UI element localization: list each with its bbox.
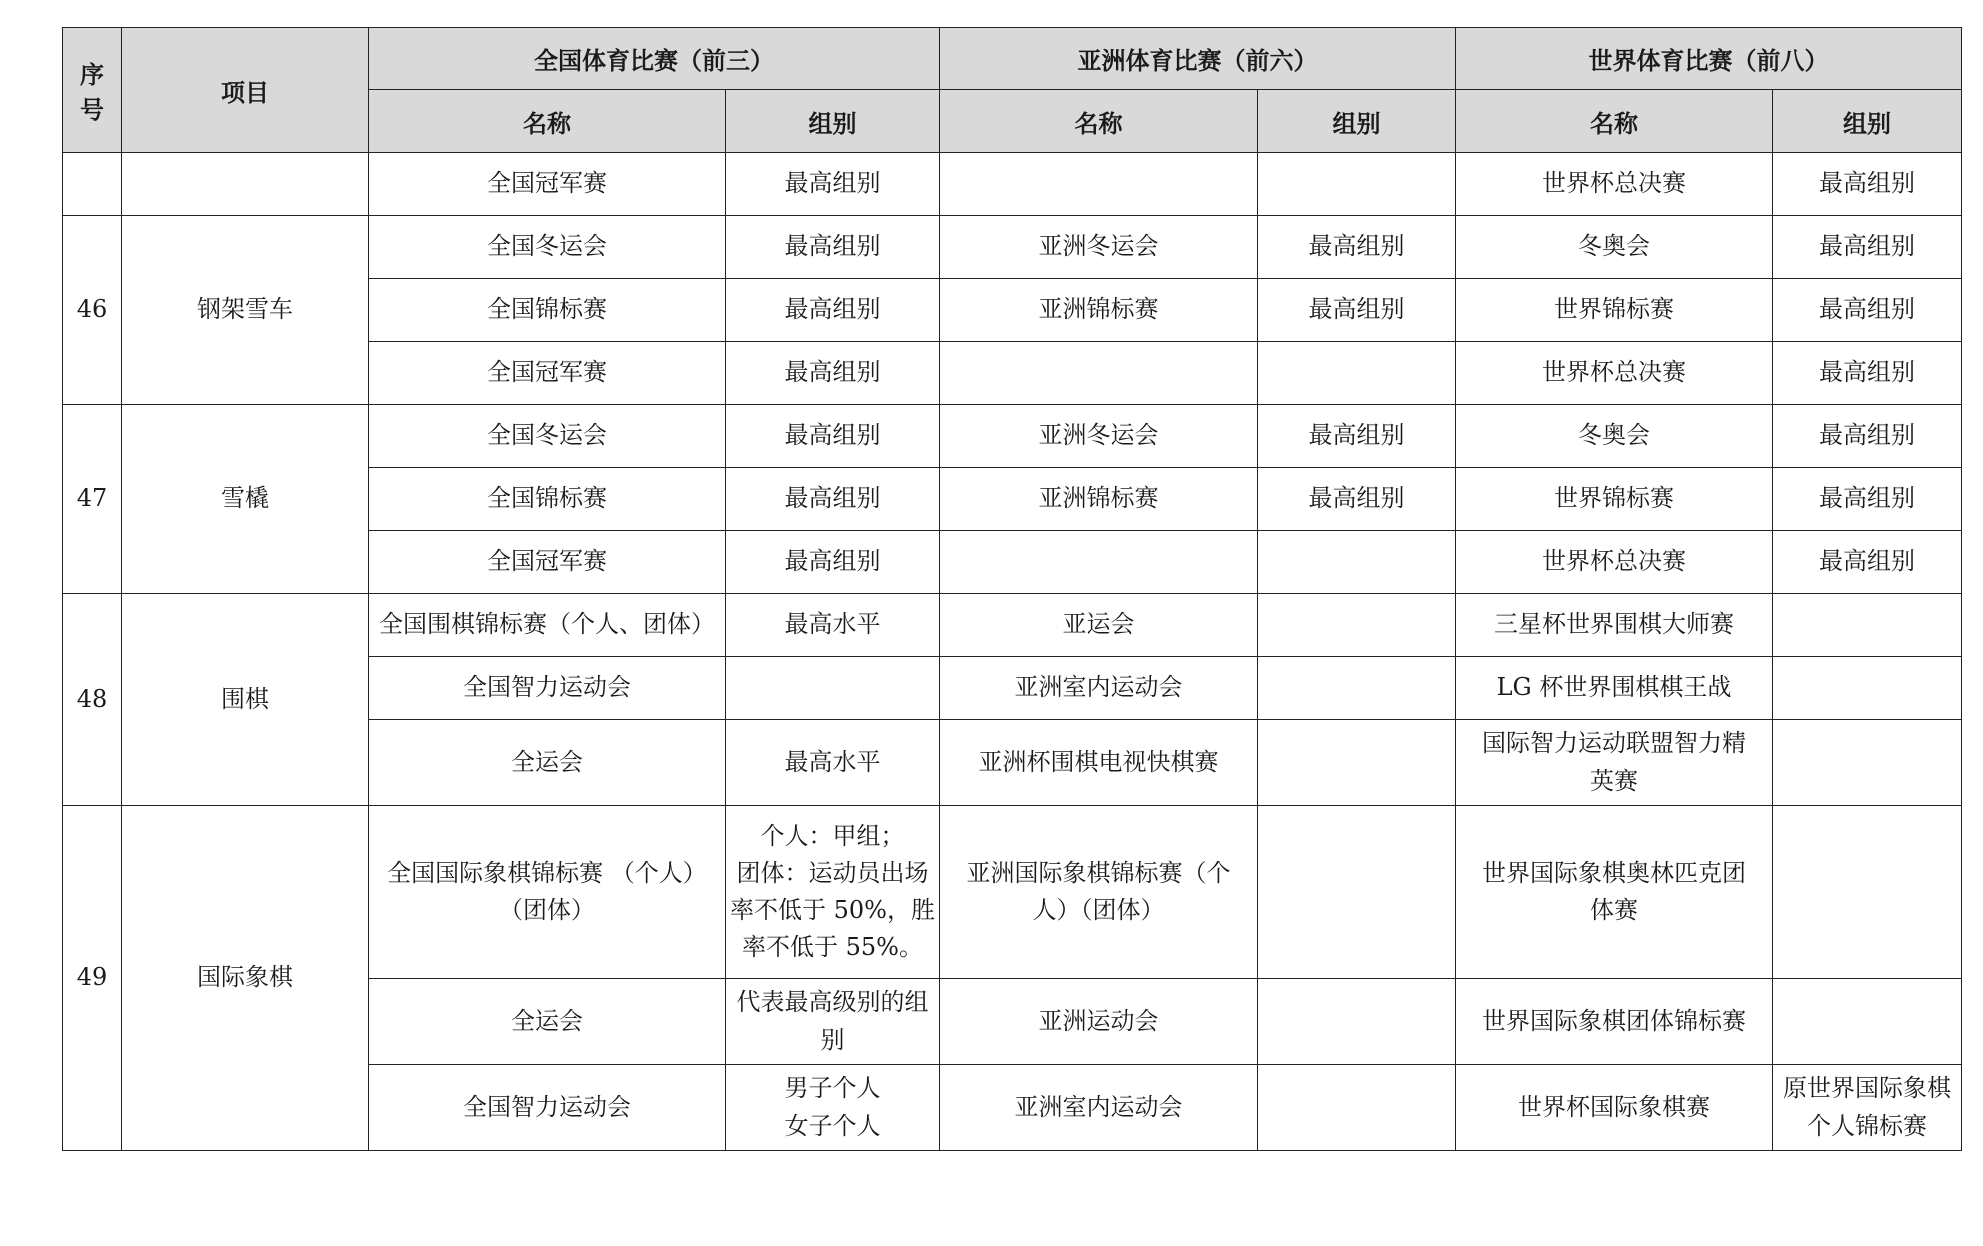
national-name-cell	[369, 979, 726, 1065]
cell-text-line: 世界杯总决赛	[1541, 169, 1686, 198]
asian-group-cell	[1257, 720, 1455, 806]
cell-text-line: 全国围棋锦标赛（个人、团体）	[379, 610, 715, 639]
seq-number-cell: 47	[63, 405, 122, 594]
world-name-cell	[1455, 342, 1772, 405]
asian-name-cell	[939, 594, 1257, 657]
cell-text-line: 人）（团体）	[1032, 896, 1165, 924]
asian-name-cell	[939, 979, 1257, 1065]
table-row	[63, 806, 1962, 979]
item-header: 项目	[122, 28, 369, 153]
table-row	[63, 594, 1962, 657]
national-name-header: 名称	[369, 90, 726, 153]
cell-text-line: 最高组别	[1818, 358, 1915, 387]
cell-text-line: 全国冬运会	[487, 421, 607, 450]
cell-text-line: 最高组别	[784, 484, 881, 513]
cell-text-line: 全国锦标赛	[487, 295, 607, 324]
cell-text-line: 最高组别	[784, 169, 881, 198]
cell-text-line: 最高组别	[784, 232, 881, 261]
seq-number-cell	[63, 153, 122, 216]
national-group-cell	[726, 279, 940, 342]
cell-text-line: 个人锦标赛	[1806, 1111, 1927, 1140]
national-group-cell	[726, 216, 940, 279]
national-header: 全国体育比赛（前三）	[369, 28, 940, 90]
world-group-cell	[1772, 806, 1961, 979]
seq-number-cell: 46	[63, 216, 122, 405]
world-name-cell	[1455, 153, 1772, 216]
asian-group-cell	[1257, 153, 1455, 216]
cell-text-line: 亚洲国际象棋锦标赛（个	[966, 858, 1231, 887]
cell-text-line: 世界锦标赛	[1553, 295, 1674, 324]
world-name-header: 名称	[1455, 90, 1772, 153]
cell-text-line: 全国国际象棋锦标赛 （个人）	[387, 858, 707, 887]
cell-text-line: 亚洲运动会	[1038, 1006, 1159, 1035]
world-group-cell	[1772, 1065, 1961, 1151]
cell-text-line: 全国智力运动会	[463, 1092, 631, 1121]
national-group-header: 组别	[726, 90, 940, 153]
national-group-cell	[726, 468, 940, 531]
asian-name-header: 名称	[939, 90, 1257, 153]
asian-group-cell	[1257, 594, 1455, 657]
world-group-cell	[1772, 405, 1961, 468]
national-group-cell	[726, 531, 940, 594]
world-name-cell	[1455, 216, 1772, 279]
cell-text-line: 最高组别	[784, 358, 881, 387]
cell-text-line: 亚洲杯围棋电视快棋赛	[978, 747, 1219, 776]
cell-text-line: 最高组别	[1818, 421, 1915, 450]
seq-header-line: 号	[80, 96, 104, 124]
cell-text-line: 最高组别	[784, 421, 881, 450]
cell-text-line: 最高水平	[784, 747, 881, 776]
cell-text-line: 全国智力运动会	[463, 673, 631, 702]
asian-name-cell	[939, 405, 1257, 468]
cell-text-line: 全运会	[511, 747, 583, 776]
cell-text-line: 全国冠军赛	[487, 358, 607, 387]
asian-group-cell	[1257, 657, 1455, 720]
asian-group-cell	[1257, 468, 1455, 531]
cell-text-line: 亚洲冬运会	[1038, 421, 1159, 450]
world-header: 世界体育比赛（前八）	[1455, 28, 1961, 90]
cell-text-line: 个人：甲组；	[760, 821, 905, 850]
national-name-cell	[369, 657, 726, 720]
national-group-cell	[726, 806, 940, 979]
world-name-cell	[1455, 279, 1772, 342]
table-body	[63, 153, 1962, 1151]
world-group-cell	[1772, 979, 1961, 1065]
cell-text-line: 男子个人	[784, 1074, 881, 1103]
cell-text-line: （团体）	[499, 896, 595, 924]
cell-text-line: 全运会	[511, 1006, 583, 1035]
cell-text-line: 全国冬运会	[487, 232, 607, 261]
cell-text-line: 全国冠军赛	[487, 169, 607, 198]
world-group-cell	[1772, 153, 1961, 216]
world-name-cell	[1455, 657, 1772, 720]
asian-group-cell	[1257, 279, 1455, 342]
cell-text-line: 英赛	[1589, 766, 1638, 795]
cell-text-line: 世界杯总决赛	[1541, 547, 1686, 576]
cell-text-line: 最高水平	[784, 610, 881, 639]
asian-name-cell	[939, 279, 1257, 342]
world-name-cell	[1455, 594, 1772, 657]
cell-text-line: 女子个人	[784, 1111, 881, 1140]
cell-text-line: 率不低于 50%，胜	[730, 896, 935, 924]
cell-text-line: 全国锦标赛	[487, 484, 607, 513]
national-name-cell	[369, 216, 726, 279]
cell-text-line: 亚洲锦标赛	[1038, 295, 1159, 324]
asian-group-cell	[1257, 979, 1455, 1065]
cell-text-line: 冬奥会	[1577, 421, 1650, 450]
national-group-cell	[726, 405, 940, 468]
national-group-cell	[726, 594, 940, 657]
world-group-cell	[1772, 342, 1961, 405]
cell-text-line: 最高组别	[1308, 295, 1405, 324]
cell-text-line: 体赛	[1589, 896, 1638, 924]
cell-text-line: 最高组别	[784, 547, 881, 576]
national-group-cell	[726, 1065, 940, 1151]
cell-text-line: 冬奥会	[1577, 232, 1650, 261]
national-name-cell	[369, 468, 726, 531]
asian-name-cell	[939, 531, 1257, 594]
cell-text-line: LG 杯世界围棋棋王战	[1496, 673, 1732, 702]
cell-text-line: 最高组别	[1818, 547, 1915, 576]
asian-group-cell	[1257, 405, 1455, 468]
national-group-cell	[726, 720, 940, 806]
world-name-cell	[1455, 1065, 1772, 1151]
cell-text-line: 全国冠军赛	[487, 547, 607, 576]
table-header	[63, 28, 1962, 153]
sport-item-cell: 雪橇	[122, 405, 369, 594]
cell-text-line: 世界锦标赛	[1553, 484, 1674, 513]
cell-text-line: 世界国际象棋奥林匹克团	[1481, 858, 1746, 887]
cell-text-line: 最高组别	[1818, 232, 1915, 261]
asian-group-header: 组别	[1257, 90, 1455, 153]
cell-text-line: 率不低于 55%。	[742, 933, 923, 962]
national-group-cell	[726, 153, 940, 216]
asian-name-cell	[939, 657, 1257, 720]
cell-text-line: 最高组别	[1308, 484, 1405, 513]
asian-group-cell	[1257, 342, 1455, 405]
sports-competition-table	[62, 27, 1962, 1151]
world-name-cell	[1455, 979, 1772, 1065]
world-group-cell	[1772, 720, 1961, 806]
cell-text-line: 最高组别	[1818, 484, 1915, 513]
national-name-cell	[369, 531, 726, 594]
cell-text-line: 亚洲室内运动会	[1014, 1092, 1183, 1121]
national-group-cell	[726, 979, 940, 1065]
cell-text-line: 世界杯国际象棋赛	[1517, 1092, 1710, 1121]
world-name-cell	[1455, 806, 1772, 979]
world-name-cell	[1455, 405, 1772, 468]
table-row	[63, 216, 1962, 279]
world-group-header: 组别	[1772, 90, 1961, 153]
national-name-cell	[369, 342, 726, 405]
asian-name-cell	[939, 720, 1257, 806]
national-name-cell	[369, 405, 726, 468]
world-group-cell	[1772, 216, 1961, 279]
cell-text-line: 最高组别	[1308, 232, 1405, 261]
national-group-cell	[726, 342, 940, 405]
cell-text-line: 最高组别	[1818, 295, 1915, 324]
seq-number-cell: 49	[63, 806, 122, 1151]
national-group-cell	[726, 657, 940, 720]
asian-group-cell	[1257, 531, 1455, 594]
national-name-cell	[369, 720, 726, 806]
asian-group-cell	[1257, 216, 1455, 279]
cell-text-line: 最高组别	[1308, 421, 1405, 450]
cell-text-line: 亚洲锦标赛	[1038, 484, 1159, 513]
asian-name-cell	[939, 216, 1257, 279]
world-group-cell	[1772, 594, 1961, 657]
cell-text-line: 团体：运动员出场	[736, 858, 929, 887]
asian-group-cell	[1257, 1065, 1455, 1151]
table-row	[63, 153, 1962, 216]
world-name-cell	[1455, 531, 1772, 594]
cell-text-line: 亚洲室内运动会	[1014, 673, 1183, 702]
asian-name-cell	[939, 468, 1257, 531]
national-name-cell	[369, 594, 726, 657]
world-name-cell	[1455, 468, 1772, 531]
asian-name-cell	[939, 153, 1257, 216]
national-name-cell	[369, 1065, 726, 1151]
sport-item-cell: 围棋	[122, 594, 369, 806]
cell-text-line: 原世界国际象棋	[1782, 1074, 1951, 1103]
cell-text-line: 最高组别	[784, 295, 881, 324]
cell-text-line: 亚洲冬运会	[1038, 232, 1159, 261]
seq-header	[63, 28, 122, 153]
asian-group-cell	[1257, 806, 1455, 979]
asian-name-cell	[939, 806, 1257, 979]
asian-name-cell	[939, 1065, 1257, 1151]
national-name-cell	[369, 806, 726, 979]
world-group-cell	[1772, 531, 1961, 594]
seq-number-cell: 48	[63, 594, 122, 806]
national-name-cell	[369, 153, 726, 216]
world-name-cell	[1455, 720, 1772, 806]
cell-text-line: 世界杯总决赛	[1541, 358, 1686, 387]
cell-text-line: 三星杯世界围棋大师赛	[1493, 610, 1734, 639]
world-group-cell	[1772, 657, 1961, 720]
national-name-cell	[369, 279, 726, 342]
world-group-cell	[1772, 279, 1961, 342]
world-group-cell	[1772, 468, 1961, 531]
seq-header-line: 序	[80, 61, 104, 89]
cell-text-line: 世界国际象棋团体锦标赛	[1481, 1006, 1746, 1035]
cell-text-line: 最高组别	[1818, 169, 1915, 198]
header-row-top	[63, 28, 1962, 90]
sport-item-cell: 钢架雪车	[122, 216, 369, 405]
table-row	[63, 405, 1962, 468]
sport-item-cell: 国际象棋	[122, 806, 369, 1151]
asian-name-cell	[939, 342, 1257, 405]
cell-text-line: 别	[820, 1025, 845, 1054]
cell-text-line: 亚运会	[1062, 610, 1135, 639]
asian-header: 亚洲体育比赛（前六）	[939, 28, 1455, 90]
cell-text-line: 代表最高级别的组	[736, 988, 929, 1017]
cell-text-line: 国际智力运动联盟智力精	[1481, 729, 1746, 758]
sport-item-cell	[122, 153, 369, 216]
